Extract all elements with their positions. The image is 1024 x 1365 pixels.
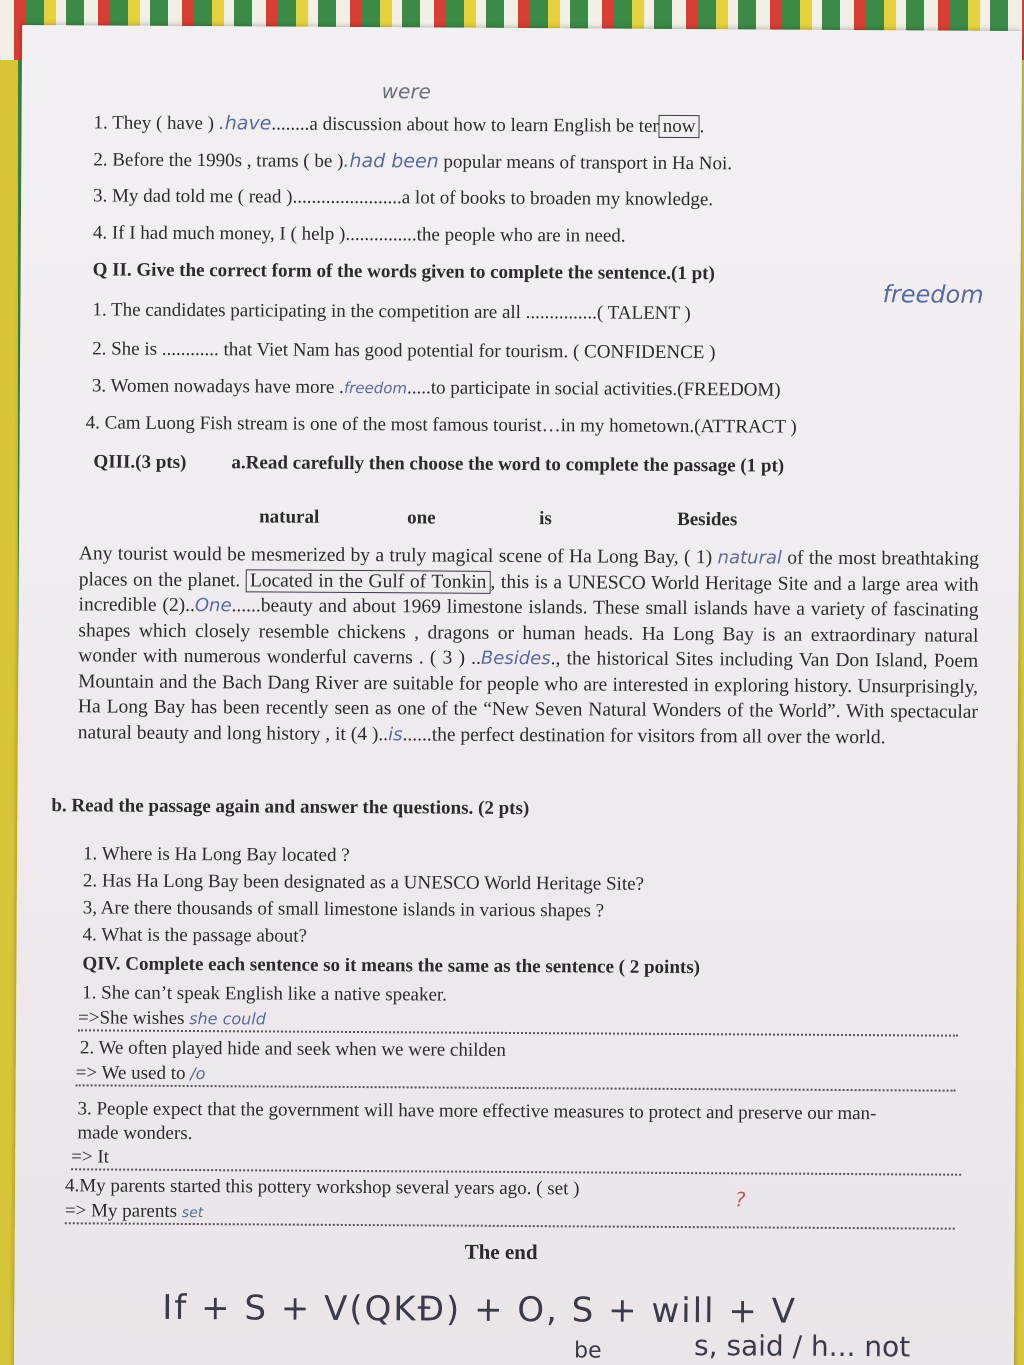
q4-item-1-prompt: 1. She can’t speak English like a native speaker. <box>82 982 448 1006</box>
handwritten-note-said: s, said / h... not <box>693 1329 911 1364</box>
handwritten-grammar-note: If + S + V(QKĐ) + O, S + will + V <box>162 1287 798 1332</box>
question-3: 3, Are there thousands of small limestone islands in various shapes ? <box>82 897 605 922</box>
q2-item-1: 1. The candidates participating in the competition are all ...............( TALENT ) <box>92 299 691 325</box>
handwritten-answer: she could <box>189 1008 266 1029</box>
word-bank-one: one <box>407 507 436 529</box>
q4-item-4-prompt: 4.My parents started this pottery workshop several years ago. ( set ) <box>64 1175 580 1200</box>
q1-item-3: 3. My dad told me ( read ).......................a lot of books to broaden my knowledge. <box>93 185 714 211</box>
handwritten-answer: One <box>194 595 232 617</box>
handwritten-note-be: be <box>573 1338 602 1364</box>
q4-item-3-answer-line: => It <box>71 1146 961 1175</box>
reading-passage: Any tourist would be mesmerized by a truly magical scene of Ha Long Bay, ( 1) natural of the most breathtaking places on the planet. Located in the Gulf of Tonkin , this is a UNESCO World Heritage Site and a large area with incredible (2)..One......beauty and about 1969 limestone islands. These small islands have a variety of fascinating shapes which closely resemble chickens , dragons or human heads. Ha Long Bay is an extraordinary natural wonder with numerous wonderful caverns . ( 3 ) ..Besides., the historical Sites including Van Don Island, Poem Mountain and the Bach Dang River are suitable for people who are interested in exploring history. Unsurprisingly, Ha Long Bay has been recently seen as one of the “New Seven Natural Wonders of the World”. With spectacular natural beauty and long history , it (4 )..is......the perfect destination for visitors from all over the world. <box>77 543 979 748</box>
q2-item-2: 2. She is ............ that Viet Nam has good potential for tourism. ( CONFIDENCE ) <box>92 338 716 364</box>
boxed-word: now <box>659 115 700 138</box>
q3-label: QIII.(3 pts) <box>93 451 187 473</box>
handwritten-answer: .had been <box>343 149 439 173</box>
question-1: 1. Where is Ha Long Bay located ? <box>82 843 350 866</box>
q4-item-3-prompt: 3. People expect that the government will have more effective measures to protect and preserve our man-made wonders. <box>77 1098 877 1145</box>
handwritten-note-top: were <box>381 79 431 104</box>
handwritten-side-note: freedom <box>882 280 984 309</box>
handwritten-question-mark: ? <box>734 1187 746 1212</box>
q4-item-4-answer-line: => My parents set <box>65 1200 955 1229</box>
word-bank-natural: natural <box>259 506 320 528</box>
q4-item-1-answer-line: =>She wishes she could <box>78 1007 958 1036</box>
handwritten-answer: .have <box>218 112 272 135</box>
handwritten-answer: Besides <box>480 647 551 670</box>
boxed-phrase: Located in the Gulf of Tonkin <box>246 569 491 593</box>
q4-item-2-answer-line: => We used to /o <box>76 1062 956 1091</box>
question-4: 4. What is the passage about? <box>82 924 308 947</box>
q1-item-4: 4. If I had much money, I ( help )...............the people who are in need. <box>92 222 626 247</box>
q3-part-b-heading: b. Read the passage again and answer the questions. (2 pts) <box>51 795 530 820</box>
q2-item-3: 3. Women nowadays have more .freedom.....to participate in social activities.(FREEDOM) <box>91 375 781 401</box>
word-bank-besides: Besides <box>677 508 738 531</box>
q3-part-a-heading: a.Read carefully then choose the word to complete the passage (1 pt) <box>231 452 785 477</box>
handwritten-answer: natural <box>717 547 782 569</box>
handwritten-answer: is <box>388 723 403 745</box>
q4-heading: QIV. Complete each sentence so it means the same as the sentence ( 2 points) <box>82 953 701 979</box>
handwritten-answer: set <box>181 1204 204 1222</box>
worksheet-paper <box>14 25 1022 1365</box>
q1-item-1: 1. They ( have ) .have........a discussion about how to learn English be ter now . <box>93 112 705 138</box>
handwritten-answer: freedom <box>343 378 408 398</box>
the-end-label: The end <box>464 1239 538 1265</box>
q4-item-2-prompt: 2. We often played hide and seek when we were childen <box>79 1037 506 1061</box>
q1-item-2: 2. Before the 1990s , trams ( be ).had been popular means of transport in Ha Noi. <box>93 149 733 175</box>
handwritten-answer: /o <box>190 1064 206 1084</box>
word-bank-is: is <box>539 508 552 530</box>
question-2: 2. Has Ha Long Bay been designated as a UNESCO World Heritage Site? <box>82 870 645 895</box>
q2-item-4: 4. Cam Luong Fish stream is one of the most famous tourist…in my hometown.(ATTRACT ) <box>85 412 797 438</box>
q2-heading: Q II. Give the correct form of the words given to complete the sentence.(1 pt) <box>92 259 715 285</box>
